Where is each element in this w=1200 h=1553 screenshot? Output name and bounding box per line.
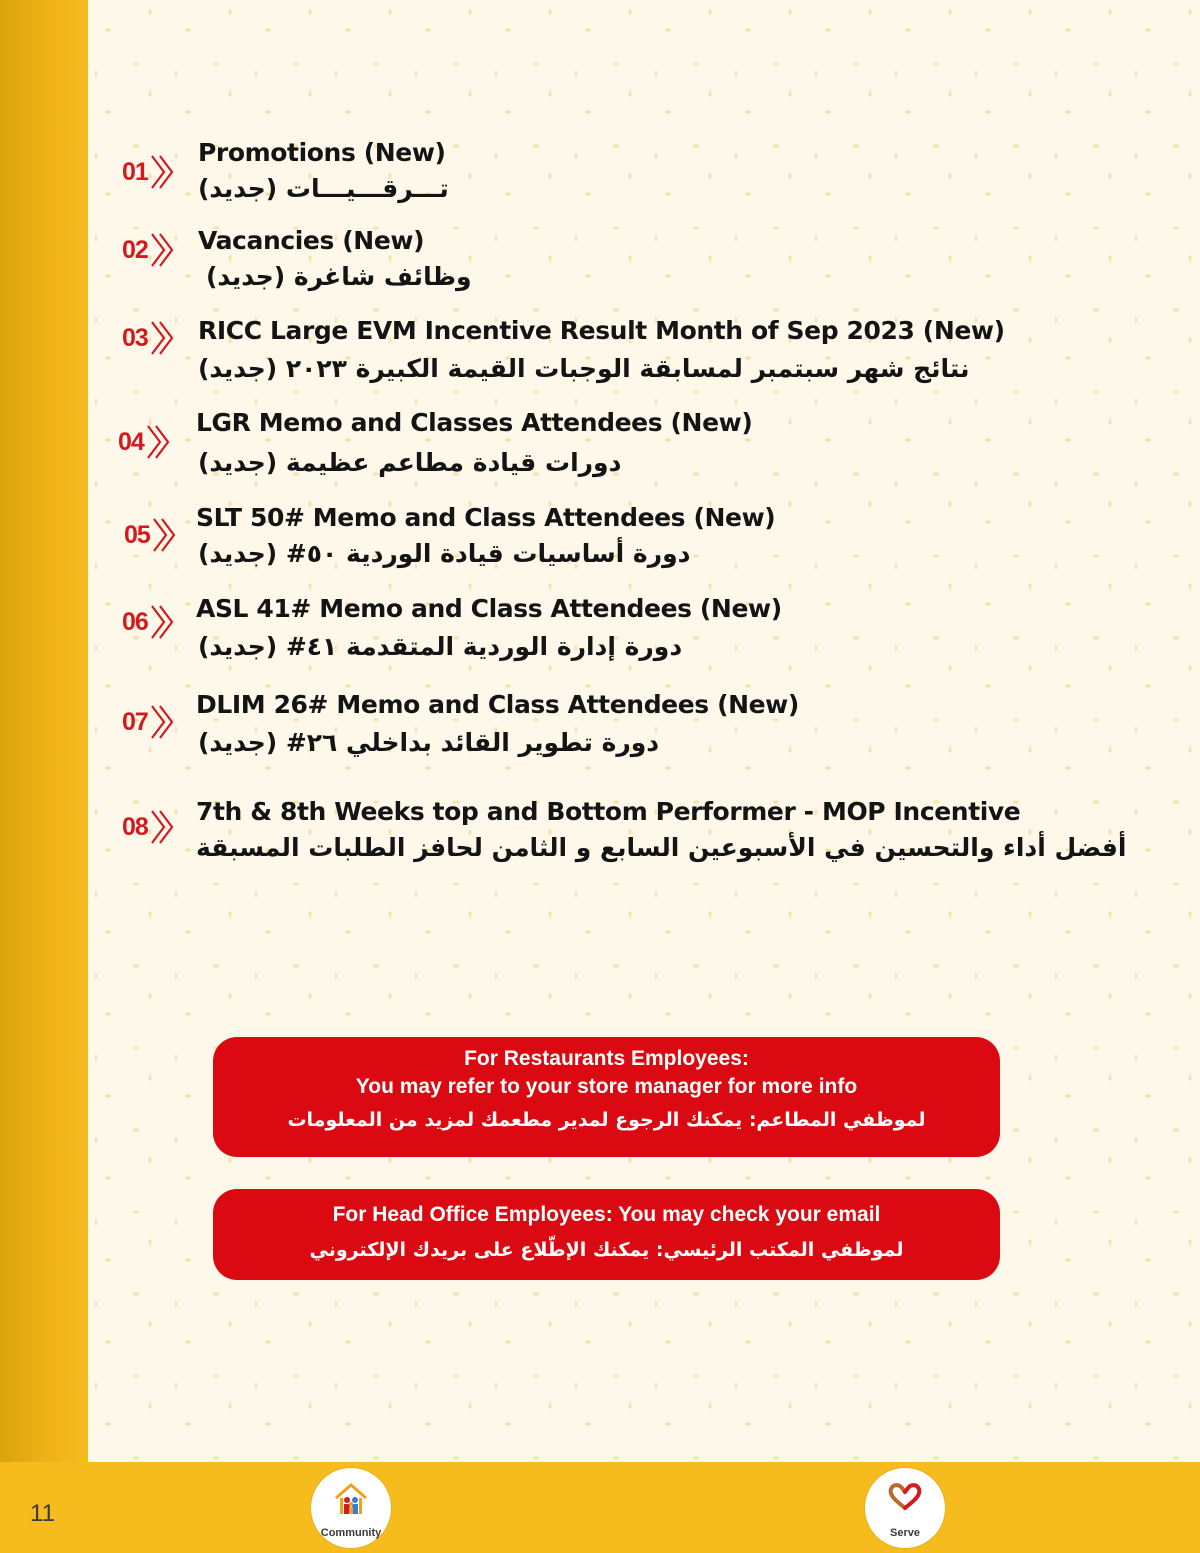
restaurants-box-line2: You may refer to your store manager for more info (355, 1075, 858, 1098)
double-chevron-right-icon (150, 318, 176, 358)
item-arabic: دورة أساسيات قيادة الوردية ٥٠# (جديد) (198, 539, 691, 568)
serve-badge (865, 1468, 945, 1548)
item-arabic: أفضل أداء والتحسين في الأسبوعين السابع و الثامن لحافز الطلبات المسبقة (196, 833, 1127, 862)
item-number (118, 422, 188, 462)
double-chevron-right-icon (152, 515, 178, 555)
item-number (124, 515, 194, 555)
double-chevron-right-icon (150, 230, 176, 270)
head-office-box-arabic: لموظفي المكتب الرئيسي: يمكنك الإطّلاع على بريدك الإلكتروني (309, 1239, 904, 1261)
item-number (122, 152, 192, 192)
footer-bar (0, 1462, 1200, 1553)
item-number-label: 08 (122, 812, 148, 841)
house-people-icon (333, 1482, 369, 1516)
item-title: 7th & 8th Weeks top and Bottom Performer - MOP Incentive (196, 797, 1021, 826)
item-arabic: دورة إدارة الوردية المتقدمة ٤١# (جديد) (198, 632, 683, 661)
head-office-box-line1: For Head Office Employees: You may check your email (332, 1203, 881, 1226)
item-title: LGR Memo and Classes Attendees (New) (196, 408, 753, 437)
item-number (122, 702, 192, 742)
item-title: RICC Large EVM Incentive Result Month of Sep 2023 (New) (198, 316, 1005, 345)
item-title: Promotions (New) (198, 138, 446, 167)
double-chevron-right-icon (150, 702, 176, 742)
community-label: Community (320, 1527, 382, 1539)
item-title: SLT 50# Memo and Class Attendees (New) (196, 503, 776, 532)
item-title: DLIM 26# Memo and Class Attendees (New) (196, 690, 799, 719)
community-badge (311, 1468, 391, 1548)
item-title: ASL 41# Memo and Class Attendees (New) (196, 594, 782, 623)
page-number: 11 (30, 1500, 55, 1527)
restaurants-box-line1: For Restaurants Employees: (464, 1047, 749, 1070)
item-arabic: نتائج شهر سبتمبر لمسابقة الوجبات القيمة الكبيرة ٢٠٢٣ (جديد) (198, 354, 970, 383)
item-number (122, 230, 192, 270)
item-number (122, 602, 192, 642)
restaurants-info-box (213, 1037, 1000, 1157)
item-arabic: تـــرقـــيـــات (جديد) (198, 174, 449, 203)
item-number-label: 04 (118, 427, 144, 456)
head-office-info-box (213, 1189, 1000, 1280)
item-number-label: 02 (122, 235, 148, 264)
item-arabic: دورات قيادة مطاعم عظيمة (جديد) (198, 448, 622, 477)
item-number-label: 03 (122, 323, 148, 352)
item-number (122, 318, 192, 358)
restaurants-box-arabic: لموظفي المطاعم: يمكنك الرجوع لمدير مطعمك لمزيد من المعلومات (287, 1109, 926, 1131)
item-number-label: 07 (122, 707, 148, 736)
item-number-label: 01 (122, 157, 148, 186)
item-number-label: 06 (122, 607, 148, 636)
item-number (122, 807, 192, 847)
double-chevron-right-icon (150, 807, 176, 847)
item-arabic: دورة تطوير القائد بداخلي ٢٦# (جديد) (198, 728, 660, 757)
left-yellow-bar (0, 0, 88, 1553)
double-chevron-right-icon (146, 422, 172, 462)
item-number-label: 05 (124, 520, 150, 549)
double-chevron-right-icon (150, 602, 176, 642)
heart-hands-icon (887, 1482, 923, 1512)
double-chevron-right-icon (150, 152, 176, 192)
serve-label: Serve (890, 1527, 920, 1539)
item-title: Vacancies (New) (198, 226, 425, 255)
item-arabic: وظائف شاغرة (جديد) (206, 262, 472, 291)
